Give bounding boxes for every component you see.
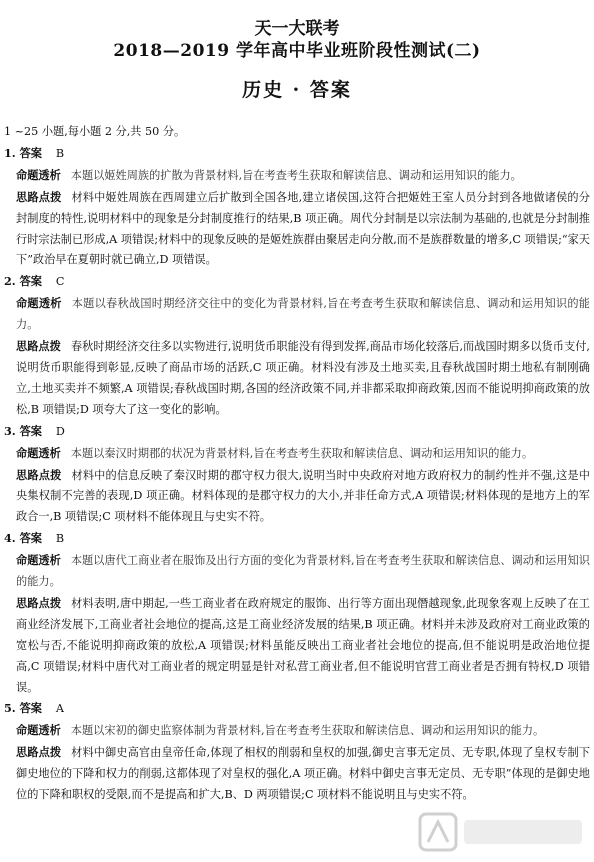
analysis-label: 命题透析 [16, 167, 61, 182]
question-header [4, 421, 590, 443]
answer-value: A [55, 702, 64, 716]
intro-note: 1 ~25 小题,每小题 2 分,共 50 分。 [4, 125, 186, 138]
analysis-text: 本题以唐代工商业者在服饰及出行方面的变化为背景材料,旨在考查考生获取和解读信息、调动和运用知识的能力。 [16, 554, 590, 589]
answer-label: 答案 [19, 531, 42, 546]
answer-value: B [55, 146, 65, 160]
hint-paragraph [4, 187, 590, 272]
analysis-text: 本题以宋初的御史监察体制为背景材料,旨在考查考生获取和解读信息、调动和运用知识的能力。 [70, 724, 545, 738]
analysis-text: 本题以秦汉时期郡的状况为背景材料,旨在考查考生获取和解读信息、调动和运用知识的能力。 [70, 446, 534, 460]
hint-label: 思路点拨 [16, 745, 62, 760]
analysis-label: 命题透析 [16, 296, 62, 311]
hint-text: 材料中御史高官由皇帝任命,体现了相权的削弱和皇权的加强,御史言事无定员、无专职,体现了皇权专制下御史地位的下降和权力的削弱,这都体现了对皇权的强化,A 项正确。材料中御史言事无定员、无专职”体现的是御史地位的下降和职权的受限,而不是提高和扩大,B、D 两项错误;C 项材料不能说明且与史实不符。 [16, 746, 590, 802]
watermark-logo [418, 808, 588, 856]
hint-paragraph [4, 465, 590, 529]
answer-value: C [55, 275, 65, 289]
answer-content [4, 122, 590, 806]
analysis-paragraph [4, 443, 590, 465]
analysis-paragraph [4, 550, 590, 593]
question-header [4, 528, 590, 550]
document-header [0, 0, 594, 102]
subject-title: 历史 · 答案 [242, 79, 352, 101]
hint-text: 材料中姬姓周族在西周建立后扩散到全国各地,建立诸侯国,这符合把姬姓王室人员分封到各地做诸侯的分封制度的特性,说明材料中的现象是分封制度推行的结果,B 项正确。周代分封制是以宗法制为基础的,也就是分封制推行时宗法制已形成,A 项错误;材料中的现象反映的是姬姓族群由聚居走向分散,而不是族群数量的增多,C 项错误;“家天下”政治早在夏朝时就已确立,D 项错误。 [16, 190, 590, 267]
question-1 [4, 143, 590, 271]
analysis-paragraph [4, 293, 590, 336]
question-number: 5. [4, 701, 16, 716]
analysis-label: 命题透析 [16, 553, 61, 568]
answer-label: 答案 [19, 423, 42, 438]
answer-label: 答案 [19, 274, 42, 289]
question-number: 2. [4, 274, 16, 289]
exam-series-title: 2018—2019 学年高中毕业班阶段性测试(二) [113, 41, 481, 61]
hint-text: 材料表明,唐中期起,一些工商业者在政府规定的服饰、出行等方面出现僭越现象,此现象客观上反映了在工商业经济发展下,工商业者社会地位的提高,这是工商业经济发展的结果,B 项正确。材料并未涉及政府对工商业政策的宽松与否,不能说明抑商政策的放松,A 项错误;材料虽能反映出工商业者社会地位的提高,但不能说明是政治地位提高,C 项错误;材料中唐代对工商业者的规定明显是针对私营工商业者,但不能说明官营工商业者是否拥有特权,D 项错误。 [16, 596, 590, 694]
question-header [4, 271, 590, 293]
exam-consortium-title: 天一大联考 [254, 19, 340, 39]
answer-label: 答案 [19, 145, 42, 160]
question-5 [4, 698, 590, 806]
analysis-paragraph [4, 165, 590, 187]
question-number: 1. [4, 145, 16, 160]
question-2 [4, 271, 590, 420]
hint-paragraph [4, 336, 590, 421]
answer-value: B [55, 532, 65, 546]
question-header [4, 698, 590, 720]
hint-label: 思路点拨 [16, 189, 62, 204]
hint-paragraph [4, 742, 590, 806]
answer-label: 答案 [19, 701, 42, 716]
hint-paragraph [4, 593, 590, 699]
question-number: 3. [4, 423, 16, 438]
hint-label: 思路点拨 [16, 595, 62, 610]
hint-text: 材料中的信息反映了秦汉时期的郡守权力很大,说明当时中央政府对地方政府权力的制约性并不强,这是中央集权制不完善的表现,D 项正确。材料体现的是郡守权力的大小,并非任命方式,A 项错误;材料体现的是地方上的军政合一,B 项错误;C 项材料不能体现且与史实不符。 [16, 468, 590, 524]
hint-label: 思路点拨 [16, 467, 62, 482]
analysis-paragraph [4, 720, 590, 742]
analysis-label: 命题透析 [16, 723, 61, 738]
analysis-label: 命题透析 [16, 445, 61, 460]
hint-label: 思路点拨 [16, 339, 61, 354]
analysis-text: 本题以姬姓周族的扩散为背景材料,旨在考查考生获取和解读信息、调动和运用知识的能力。 [70, 168, 522, 182]
hint-text: 春秋时期经济交往多以实物进行,说明货币职能没有得到发挥,商品市场化较落后,而战国时期多以货币支付,说明货币职能得到彰显,反映了商品市场的活跃,C 项正确。材料没有涉及土地买卖,且春秋战国时期土地私有制刚确立,土地买卖并不频繁,A 项错误;春秋战国时期,各国的经济政策不同,并非都采取抑商政策,因而不能说明抑商政策的放松,B 项错误;D 项夸大了这一变化的影响。 [16, 340, 590, 416]
question-number: 4. [4, 531, 16, 546]
question-header [4, 143, 590, 165]
answer-value: D [55, 424, 65, 438]
question-4 [4, 528, 590, 698]
analysis-text: 本题以春秋战国时期经济交往中的变化为背景材料,旨在考查考生获取和解读信息、调动和运用知识的能力。 [16, 297, 590, 332]
question-3 [4, 421, 590, 529]
